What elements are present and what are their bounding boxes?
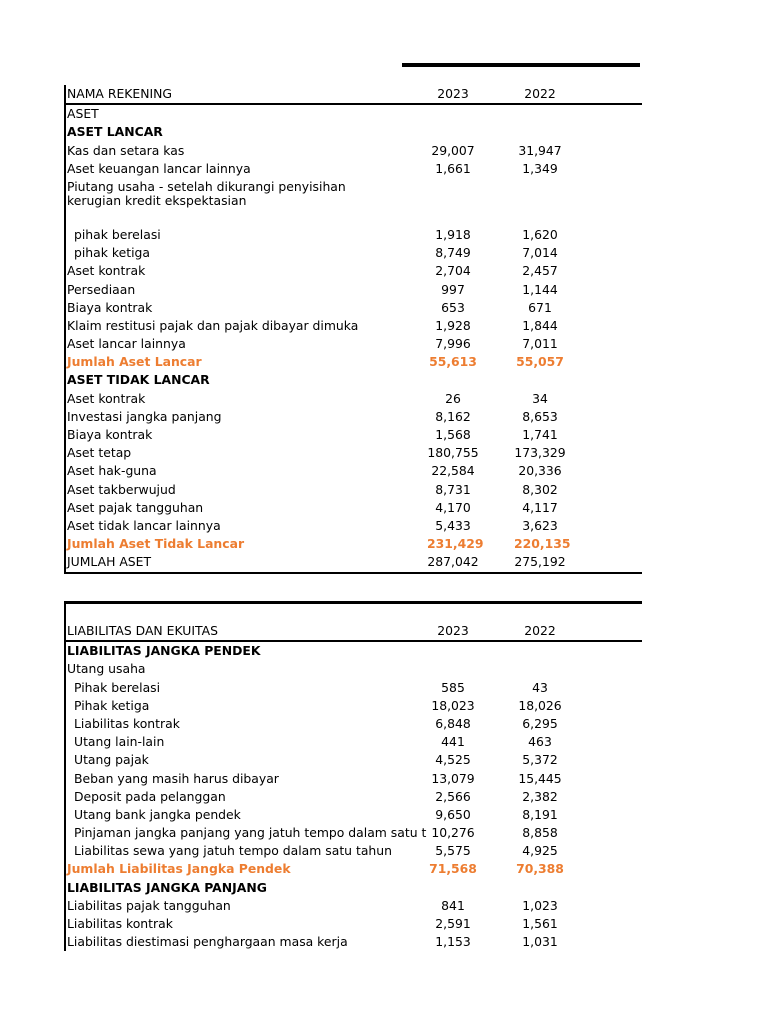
section-title-short-term-liabilities: LIABILITAS JANGKA PENDEK	[67, 643, 261, 659]
value-2023: 6,848	[435, 715, 471, 731]
value-2023: 1,153	[435, 934, 471, 950]
row-label: Biaya kontrak	[67, 427, 153, 442]
value-2022: 1,844	[522, 317, 558, 333]
row-label: Aset takberwujud	[67, 481, 176, 497]
value-2022: 8,302	[522, 481, 558, 497]
table-row	[66, 462, 642, 480]
row-label: pihak ketiga	[74, 245, 150, 261]
row-label: Liabilitas pajak tangguhan	[67, 897, 231, 913]
value-2023: 2,566	[435, 788, 471, 804]
value-2022: 1,023	[522, 897, 558, 913]
value-2022: 6,295	[522, 715, 558, 731]
column-header-2023: 2023	[437, 86, 469, 101]
table-row	[66, 408, 642, 426]
value-2022: 671	[528, 299, 552, 315]
row-label: Utang bank jangka pendek	[74, 806, 241, 822]
table-row	[66, 770, 642, 788]
row-label: Aset lancar lainnya	[67, 336, 186, 352]
value-2023: 1,661	[435, 160, 471, 176]
column-header-2022: 2022	[524, 86, 556, 101]
section-title-long-term-liabilities: LIABILITAS JANGKA PANJANG	[67, 879, 267, 895]
value-2023: 13,079	[431, 770, 475, 786]
row-label: Liabilitas sewa yang jatuh tempo dalam satu tahun	[74, 843, 392, 859]
top-border-bar	[402, 63, 640, 67]
row-label: Deposit pada pelanggan	[74, 788, 226, 804]
value-2023: 180,755	[427, 445, 479, 461]
table-row	[66, 335, 642, 353]
row-label: Aset kontrak	[67, 390, 146, 406]
value-2023: 7,996	[435, 336, 471, 352]
section-title-aset: ASET	[67, 106, 99, 122]
value-2023: 18,023	[431, 697, 475, 713]
table-row	[66, 733, 642, 751]
table-row	[66, 299, 642, 317]
value-2023: 22,584	[431, 463, 475, 479]
value-2022: 8,858	[522, 825, 558, 841]
value-2022: 1,741	[522, 427, 558, 442]
table-row	[66, 751, 642, 769]
row-label: Biaya kontrak	[67, 299, 153, 315]
table-row	[66, 842, 642, 860]
value-2023: 653	[441, 299, 465, 315]
value-2023: 1,928	[435, 317, 471, 333]
value-2023: 2,591	[435, 916, 471, 931]
value-2022: 1,144	[522, 281, 558, 297]
table-row	[66, 897, 642, 915]
value-2022: 5,372	[522, 752, 558, 768]
section-title-noncurrent-assets: ASET TIDAK LANCAR	[67, 372, 210, 388]
row-label: Utang lain-lain	[74, 734, 165, 750]
asset-table	[64, 85, 642, 574]
current-assets-total-row: Jumlah Aset Lancar 55,613 55,057	[67, 354, 564, 370]
value-2023: 841	[441, 897, 465, 913]
asset-header-row	[66, 85, 642, 105]
row-label: Investasi jangka panjang	[67, 408, 222, 424]
value-2023: 585	[441, 679, 465, 695]
long-term-liability-rows	[66, 897, 642, 952]
table-row	[66, 499, 642, 517]
short-term-liability-rows	[66, 679, 642, 861]
value-2022: 1,349	[522, 160, 558, 176]
value-2022: 4,117	[522, 499, 558, 515]
value-2022: 1,620	[522, 226, 558, 242]
value-2023: 8,749	[435, 245, 471, 261]
table-row	[66, 915, 642, 933]
row-label: Pinjaman jangka panjang yang jatuh tempo dalam satu t	[74, 825, 427, 841]
value-2022: 43	[532, 679, 548, 695]
row-label: Aset pajak tangguhan	[67, 499, 204, 515]
value-2022: 173,329	[514, 445, 566, 461]
row-label: Aset tetap	[67, 445, 132, 461]
value-2022: 1,561	[522, 916, 558, 931]
row-label: pihak berelasi	[74, 226, 161, 242]
value-2022: 31,947	[518, 142, 562, 158]
row-label: Beban yang masih harus dibayar	[74, 770, 279, 786]
value-2022: 34	[532, 390, 548, 406]
value-2023: 8,162	[435, 408, 471, 424]
table-row	[66, 444, 642, 462]
column-header-account: NAMA REKENING	[67, 86, 173, 101]
noncurrent-asset-rows	[66, 390, 642, 536]
value-2022: 7,014	[522, 245, 558, 261]
payable-label-row: Utang usaha	[67, 661, 146, 677]
table-row	[66, 262, 642, 280]
table-row	[66, 824, 642, 842]
value-2023: 8,731	[435, 481, 471, 497]
row-label: Aset kontrak	[67, 263, 146, 279]
current-asset-rows	[66, 142, 642, 178]
row-label: Pihak ketiga	[74, 697, 150, 713]
value-2023: 2,704	[435, 263, 471, 279]
row-label: Pihak berelasi	[74, 679, 161, 695]
table-row	[66, 244, 642, 262]
value-2022: 8,191	[522, 806, 558, 822]
receivable-label-row: Piutang usaha - setelah dikurangi penyisihan kerugian kredit ekspektasian	[67, 178, 346, 208]
table-row	[66, 426, 642, 444]
table-row	[66, 788, 642, 806]
row-label: Aset keuangan lancar lainnya	[67, 160, 251, 176]
table-row	[66, 160, 642, 178]
value-2022: 1,031	[522, 934, 558, 950]
table-row	[66, 806, 642, 824]
value-2023: 5,433	[435, 517, 471, 533]
column-header-2023: 2023	[437, 623, 469, 638]
table-row	[66, 142, 642, 160]
current-asset-rows-2	[66, 226, 642, 353]
value-2022: 3,623	[522, 517, 558, 533]
value-2023: 4,525	[435, 752, 471, 768]
row-label: Utang pajak	[74, 752, 149, 768]
row-label: Aset tidak lancar lainnya	[67, 517, 221, 533]
table-row	[66, 481, 642, 499]
row-label: Liabilitas kontrak	[67, 916, 173, 931]
column-header-2022: 2022	[524, 623, 556, 638]
value-2023: 1,568	[435, 427, 471, 442]
table-row	[66, 317, 642, 335]
liabilities-table	[64, 601, 642, 951]
value-2022: 463	[528, 734, 552, 750]
value-2022: 15,445	[518, 770, 562, 786]
row-label: Persediaan	[67, 281, 136, 297]
value-2023: 9,650	[435, 806, 471, 822]
total-assets-row: JUMLAH ASET 287,042 275,192	[66, 553, 642, 573]
table-row	[66, 715, 642, 733]
value-2023: 5,575	[435, 843, 471, 859]
value-2022: 4,925	[522, 843, 558, 859]
row-label: Aset hak-guna	[67, 463, 157, 479]
value-2022: 8,653	[522, 408, 558, 424]
value-2022: 7,011	[522, 336, 558, 352]
value-2023: 997	[441, 281, 465, 297]
section-title-current-assets: ASET LANCAR	[67, 124, 163, 140]
liabilities-header-row	[66, 622, 642, 642]
value-2023: 10,276	[431, 825, 475, 841]
table-row	[66, 281, 642, 299]
value-2022: 18,026	[518, 697, 562, 713]
noncurrent-assets-total-row: Jumlah Aset Tidak Lancar 231,429 220,135	[67, 536, 571, 552]
value-2023: 1,918	[435, 226, 471, 242]
value-2023: 441	[441, 734, 465, 750]
value-2022: 2,457	[522, 263, 558, 279]
value-2023: 4,170	[435, 499, 471, 515]
value-2022: 2,382	[522, 788, 558, 804]
table-row	[66, 390, 642, 408]
row-label: Klaim restitusi pajak dan pajak dibayar dimuka	[67, 317, 359, 333]
table-row	[66, 226, 642, 244]
short-term-liabilities-total-row: Jumlah Liabilitas Jangka Pendek 71,568 70,388	[67, 861, 564, 877]
value-2023: 29,007	[431, 142, 475, 158]
row-label: Liabilitas kontrak	[74, 715, 180, 731]
row-label: Kas dan setara kas	[67, 142, 185, 158]
table-row	[66, 679, 642, 697]
table-row	[66, 517, 642, 535]
value-2022: 20,336	[518, 463, 562, 479]
value-2023: 26	[445, 390, 461, 406]
table-row	[66, 933, 642, 951]
row-label: Liabilitas diestimasi penghargaan masa kerja	[67, 934, 348, 950]
table-row	[66, 697, 642, 715]
column-header-account: LIABILITAS DAN EKUITAS	[67, 623, 218, 638]
